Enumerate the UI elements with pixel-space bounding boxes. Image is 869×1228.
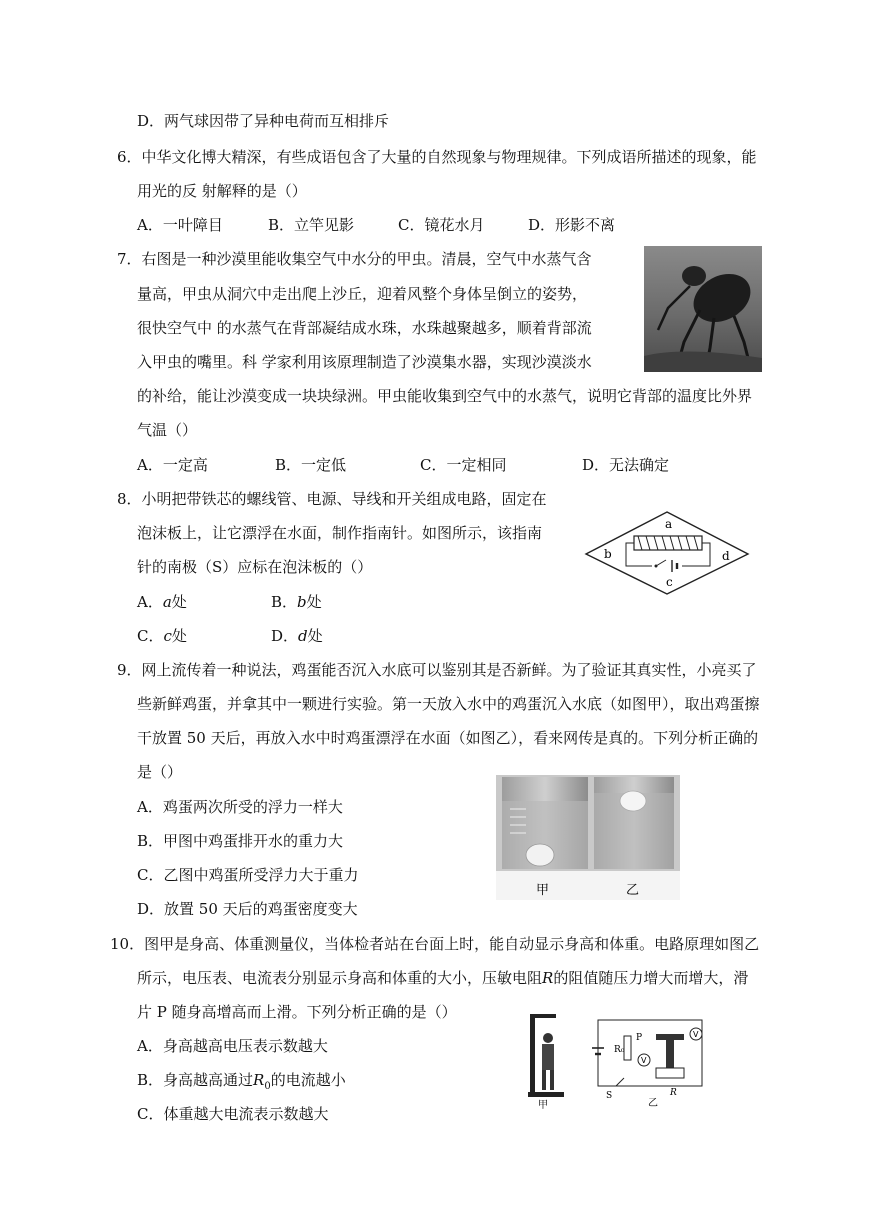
q7-stem-line2: 量高，甲虫从洞穴中走出爬上沙丘，迎着风整个身体呈倒立的姿势， (137, 285, 588, 303)
q7-option-c: C．一定相同 (420, 456, 507, 474)
label-jia: 甲 (536, 883, 550, 898)
q10-stem-line2: 所示，电压表、电流表分别显示身高和体重的大小，压敏电阻R的阻值随压力增大而增大，滑 (137, 969, 749, 987)
label-s: S (606, 1091, 613, 1101)
q8-option-d: D．d处 (271, 627, 323, 645)
q10-stem-line1: 10．图甲是身高、体重测量仪，当体检者站在台面上时，能自动显示身高和体重。电路原理如图乙 (110, 935, 760, 953)
label-r0: R₀ (614, 1045, 625, 1055)
egg-beakers-photo (496, 775, 680, 900)
q9-stem-line2: 些新鲜鸡蛋，并拿其中一颗进行实验。第一天放入水中的鸡蛋沉入水底（如图甲），取出鸡蛋擦 (137, 695, 760, 713)
q9-stem-line4: 是（） (137, 763, 183, 781)
label-v2: V (693, 1030, 699, 1039)
height-weight-meter-diagram (520, 1010, 710, 1110)
q8-option-a: A．a处 (137, 593, 187, 611)
label-p: P (636, 1033, 643, 1043)
q6-stem-line2: 用光的反 射解释的是（） (137, 182, 307, 200)
q10-option-a: A．身高越高电压表示数越大 (137, 1037, 328, 1055)
q8-stem-line2: 泡沫板上，让它漂浮在水面，制作指南针。如图所示，该指南 (137, 524, 543, 542)
label-r: R (670, 1088, 677, 1098)
q7-option-b: B．一定低 (275, 456, 347, 474)
q7-stem-line1: 7．右图是一种沙漠里能收集空气中水分的甲虫。清晨，空气中水蒸气含 (117, 250, 592, 268)
label-a: a (665, 517, 673, 531)
q7-option-d: D．无法确定 (582, 456, 670, 474)
q5-option-d: D．两气球因带了异种电荷而互相排斥 (137, 112, 390, 130)
solenoid-compass-diagram (582, 508, 752, 598)
q6-option-b: B．立竿见影 (268, 216, 355, 234)
q10-option-c: C．体重越大电流表示数越大 (137, 1105, 329, 1123)
q6-option-a: A．一叶障目 (137, 216, 223, 234)
q6-stem-line1: 6．中华文化博大精深，有些成语包含了大量的自然现象与物理规律。下列成语所描述的现象，能 (117, 148, 757, 166)
label-jia-10: 甲 (538, 1100, 548, 1110)
q6-option-c: C．镜花水月 (398, 216, 485, 234)
label-d: d (722, 549, 730, 563)
q9-stem-line3: 干放置 50 天后，再放入水中时鸡蛋漂浮在水面（如图乙），看来网传是真的。下列分析正确的 (137, 729, 759, 747)
q7-stem-line3: 很快空气中 的水蒸气在背部凝结成水珠，水珠越聚越多，顺着背部流 (137, 319, 592, 337)
q9-option-d: D．放置 50 天后的鸡蛋密度变大 (137, 900, 358, 918)
q9-option-b: B．甲图中鸡蛋排开水的重力大 (137, 832, 344, 850)
q10-option-b: B．身高越高通过$R_0$的电流越小 (137, 1071, 346, 1092)
label-yi-10: 乙 (648, 1098, 658, 1109)
label-b: b (604, 547, 612, 561)
label-v1: V (641, 1056, 647, 1065)
q10-stem-line3: 片 P 随身高增高而上滑。下列分析正确的是（） (137, 1003, 457, 1021)
q7-stem-line4: 入甲虫的嘴里。科 学家利用该原理制造了沙漠集水器，实现沙漠淡水 (137, 353, 592, 371)
q8-option-b: B．b处 (271, 593, 322, 611)
label-yi: 乙 (626, 883, 640, 898)
q7-option-a: A．一定高 (137, 456, 208, 474)
q6-option-d: D．形影不离 (528, 216, 616, 234)
q8-stem-line1: 8．小明把带铁芯的螺线管、电源、导线和开关组成电路，固定在 (117, 490, 547, 508)
beetle-photo (644, 246, 762, 372)
q8-stem-line3: 针的南极（S）应标在泡沫板的（） (137, 558, 373, 576)
q8-option-c: C．c处 (137, 627, 187, 645)
q7-stem-line6: 气温（） (137, 421, 198, 439)
q9-option-c: C．乙图中鸡蛋所受浮力大于重力 (137, 866, 359, 884)
q7-stem-line5: 的补给，能让沙漠变成一块块绿洲。甲虫能收集到空气中的水蒸气，说明它背部的温度比外界 (137, 387, 753, 405)
q9-option-a: A．鸡蛋两次所受的浮力一样大 (137, 798, 343, 816)
label-c: c (666, 575, 673, 589)
q9-stem-line1: 9．网上流传着一种说法，鸡蛋能否沉入水底可以鉴别其是否新鲜。为了验证其真实性，小亮买了 (117, 661, 757, 679)
